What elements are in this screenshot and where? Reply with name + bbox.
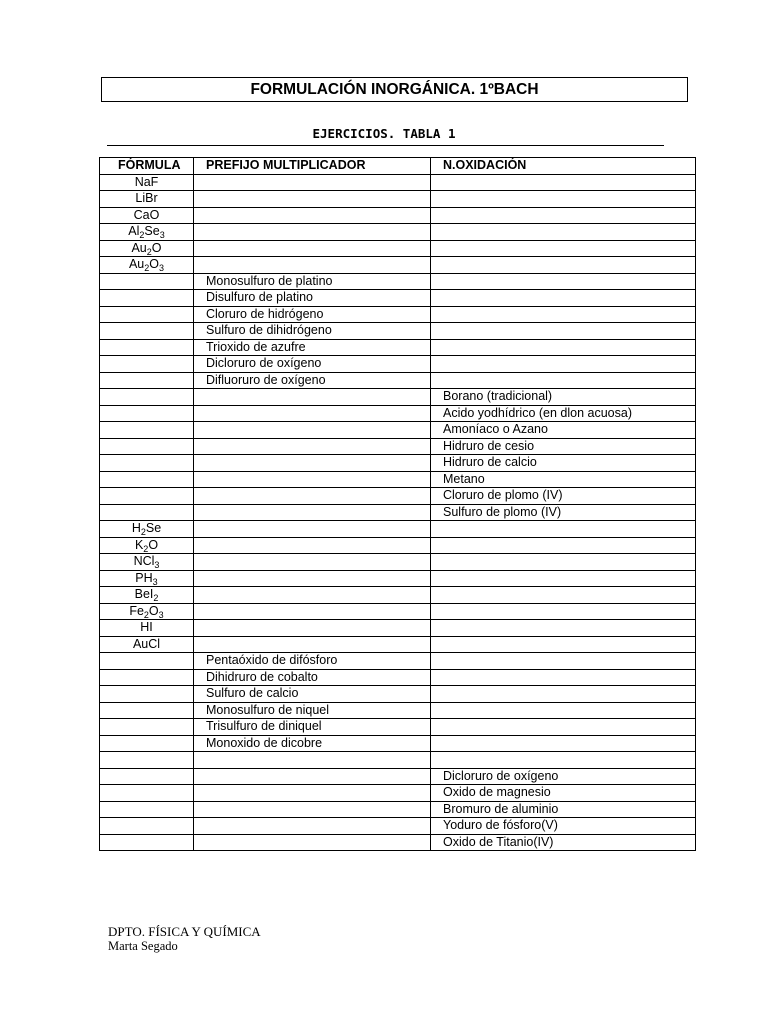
table-row [100, 653, 696, 670]
oxidation-cell [431, 224, 696, 241]
table-body [100, 174, 696, 851]
prefix-cell [194, 207, 431, 224]
formula-cell: $PH_3$ [100, 570, 194, 587]
prefix-cell: Trioxido de azufre [194, 339, 431, 356]
formula-cell [100, 306, 194, 323]
table-row [100, 207, 696, 224]
oxidation-cell [431, 207, 696, 224]
prefix-cell [194, 752, 431, 769]
oxidation-cell [431, 587, 696, 604]
formula-cell [100, 488, 194, 505]
formula-cell: $Fe_2O_3$ [100, 603, 194, 620]
table-row [100, 471, 696, 488]
table-row [100, 438, 696, 455]
table-row [100, 818, 696, 835]
prefix-cell [194, 636, 431, 653]
prefix-cell [194, 224, 431, 241]
oxidation-cell [431, 191, 696, 208]
prefix-cell [194, 570, 431, 587]
prefix-cell: Monosulfuro de niquel [194, 702, 431, 719]
prefix-cell: Dicloruro de oxígeno [194, 356, 431, 373]
table-row [100, 620, 696, 637]
formula-cell: $Al_2Se_3$ [100, 224, 194, 241]
prefix-cell [194, 801, 431, 818]
document-title: FORMULACIÓN INORGÁNICA. 1ºBACH [101, 77, 688, 102]
formula-cell [100, 372, 194, 389]
prefix-cell [194, 818, 431, 835]
oxidation-cell: Dicloruro de oxígeno [431, 768, 696, 785]
oxidation-cell: Oxido de Titanio(IV) [431, 834, 696, 851]
oxidation-cell [431, 554, 696, 571]
table-row [100, 636, 696, 653]
table-row [100, 389, 696, 406]
prefix-cell: Pentaóxido de difósforo [194, 653, 431, 670]
footer-author: Marta Segado [108, 939, 178, 953]
exercise-subtitle: EJERCICIOS. TABLA 1 [312, 126, 456, 141]
oxidation-cell [431, 240, 696, 257]
table-row [100, 537, 696, 554]
oxidation-cell [431, 372, 696, 389]
prefix-cell: Monosulfuro de platino [194, 273, 431, 290]
table-row [100, 422, 696, 439]
oxidation-cell [431, 752, 696, 769]
formula-cell [100, 818, 194, 835]
formula-cell [100, 471, 194, 488]
oxidation-cell [431, 669, 696, 686]
formula-cell [100, 686, 194, 703]
table-row [100, 455, 696, 472]
oxidation-cell [431, 174, 696, 191]
prefix-cell: Cloruro de hidrógeno [194, 306, 431, 323]
oxidation-cell: Amoníaco o Azano [431, 422, 696, 439]
oxidation-cell [431, 686, 696, 703]
formula-cell: CaO [100, 207, 194, 224]
table-row [100, 323, 696, 340]
formula-cell [100, 290, 194, 307]
formula-cell: $K_2O$ [100, 537, 194, 554]
prefix-cell [194, 504, 431, 521]
prefix-cell [194, 422, 431, 439]
prefix-cell [194, 834, 431, 851]
footer [108, 924, 261, 954]
oxidation-cell [431, 719, 696, 736]
formula-cell: LiBr [100, 191, 194, 208]
prefix-cell [194, 785, 431, 802]
prefix-cell [194, 389, 431, 406]
table-row [100, 587, 696, 604]
exercise-table [99, 157, 696, 851]
formula-cell [100, 339, 194, 356]
formula-cell: HI [100, 620, 194, 637]
prefix-cell [194, 438, 431, 455]
oxidation-cell: Hidruro de cesio [431, 438, 696, 455]
prefix-cell [194, 471, 431, 488]
table-row [100, 686, 696, 703]
oxidation-cell: Cloruro de plomo (IV) [431, 488, 696, 505]
table-row [100, 834, 696, 851]
prefix-cell [194, 240, 431, 257]
table-row [100, 356, 696, 373]
oxidation-cell: Sulfuro de plomo (IV) [431, 504, 696, 521]
table-row [100, 372, 696, 389]
oxidation-cell [431, 273, 696, 290]
table-row [100, 752, 696, 769]
prefix-cell: Disulfuro de platino [194, 290, 431, 307]
formula-cell: BeI$_2$ [100, 587, 194, 604]
prefix-cell: Trisulfuro de diniquel [194, 719, 431, 736]
formula-cell [100, 702, 194, 719]
table-row [100, 224, 696, 241]
prefix-cell [194, 554, 431, 571]
formula-cell [100, 438, 194, 455]
table-row [100, 240, 696, 257]
table-row [100, 191, 696, 208]
table-row [100, 306, 696, 323]
formula-cell: $Au_2O$ [100, 240, 194, 257]
oxidation-cell [431, 653, 696, 670]
table-row [100, 570, 696, 587]
formula-cell [100, 669, 194, 686]
table-row [100, 405, 696, 422]
table-row [100, 735, 696, 752]
oxidation-cell: Yoduro de fósforo(V) [431, 818, 696, 835]
oxidation-cell [431, 570, 696, 587]
oxidation-cell [431, 521, 696, 538]
table-row [100, 257, 696, 274]
table-row [100, 702, 696, 719]
formula-cell [100, 801, 194, 818]
formula-cell: $H_2Se$ [100, 521, 194, 538]
table-row [100, 273, 696, 290]
formula-cell: AuCl [100, 636, 194, 653]
prefix-cell [194, 191, 431, 208]
prefix-cell [194, 257, 431, 274]
prefix-cell: Monoxido de dicobre [194, 735, 431, 752]
oxidation-cell: Borano (tradicional) [431, 389, 696, 406]
header-formula: FÓRMULA [100, 158, 194, 175]
prefix-cell [194, 768, 431, 785]
prefix-cell [194, 174, 431, 191]
table-row [100, 554, 696, 571]
oxidation-cell: Acido yodhídrico (en dlon acuosa) [431, 405, 696, 422]
oxidation-cell: Hidruro de calcio [431, 455, 696, 472]
formula-cell [100, 719, 194, 736]
formula-cell [100, 273, 194, 290]
oxidation-cell: Metano [431, 471, 696, 488]
table-row [100, 488, 696, 505]
oxidation-cell [431, 356, 696, 373]
oxidation-cell [431, 702, 696, 719]
table-row [100, 504, 696, 521]
prefix-cell [194, 620, 431, 637]
formula-cell [100, 504, 194, 521]
formula-cell [100, 389, 194, 406]
formula-cell: $Au_2O_3$ [100, 257, 194, 274]
oxidation-cell [431, 620, 696, 637]
formula-cell [100, 785, 194, 802]
table-row [100, 669, 696, 686]
oxidation-cell: Bromuro de aluminio [431, 801, 696, 818]
prefix-cell [194, 405, 431, 422]
formula-cell [100, 735, 194, 752]
prefix-cell: Dihidruro de cobalto [194, 669, 431, 686]
prefix-cell [194, 587, 431, 604]
oxidation-cell [431, 306, 696, 323]
oxidation-cell [431, 339, 696, 356]
subtitle-underline [107, 145, 664, 146]
formula-cell [100, 422, 194, 439]
formula-cell [100, 356, 194, 373]
prefix-cell [194, 603, 431, 620]
table-header-row [100, 158, 696, 175]
table-row [100, 290, 696, 307]
prefix-cell [194, 455, 431, 472]
prefix-cell: Sulfuro de calcio [194, 686, 431, 703]
prefix-cell: Sulfuro de dihidrógeno [194, 323, 431, 340]
prefix-cell [194, 537, 431, 554]
table-row [100, 768, 696, 785]
oxidation-cell [431, 603, 696, 620]
oxidation-cell [431, 257, 696, 274]
table-row [100, 603, 696, 620]
formula-cell [100, 653, 194, 670]
prefix-cell: Difluoruro de oxígeno [194, 372, 431, 389]
footer-department: DPTO. FÍSICA Y QUÍMICA [108, 924, 261, 939]
oxidation-cell [431, 537, 696, 554]
formula-cell: NCl$_3$ [100, 554, 194, 571]
formula-cell [100, 768, 194, 785]
formula-cell [100, 834, 194, 851]
formula-cell [100, 323, 194, 340]
prefix-cell [194, 521, 431, 538]
table-row [100, 719, 696, 736]
formula-cell [100, 405, 194, 422]
formula-cell [100, 455, 194, 472]
formula-cell: NaF [100, 174, 194, 191]
oxidation-cell [431, 636, 696, 653]
table-row [100, 801, 696, 818]
oxidation-cell [431, 290, 696, 307]
formula-cell [100, 752, 194, 769]
table-row [100, 785, 696, 802]
table-row [100, 174, 696, 191]
oxidation-cell [431, 735, 696, 752]
header-prefix: PREFIJO MULTIPLICADOR [194, 158, 431, 175]
oxidation-cell: Oxido de magnesio [431, 785, 696, 802]
oxidation-cell [431, 323, 696, 340]
header-oxidation: N.OXIDACIÓN [431, 158, 696, 175]
prefix-cell [194, 488, 431, 505]
table-row [100, 339, 696, 356]
table-row [100, 521, 696, 538]
